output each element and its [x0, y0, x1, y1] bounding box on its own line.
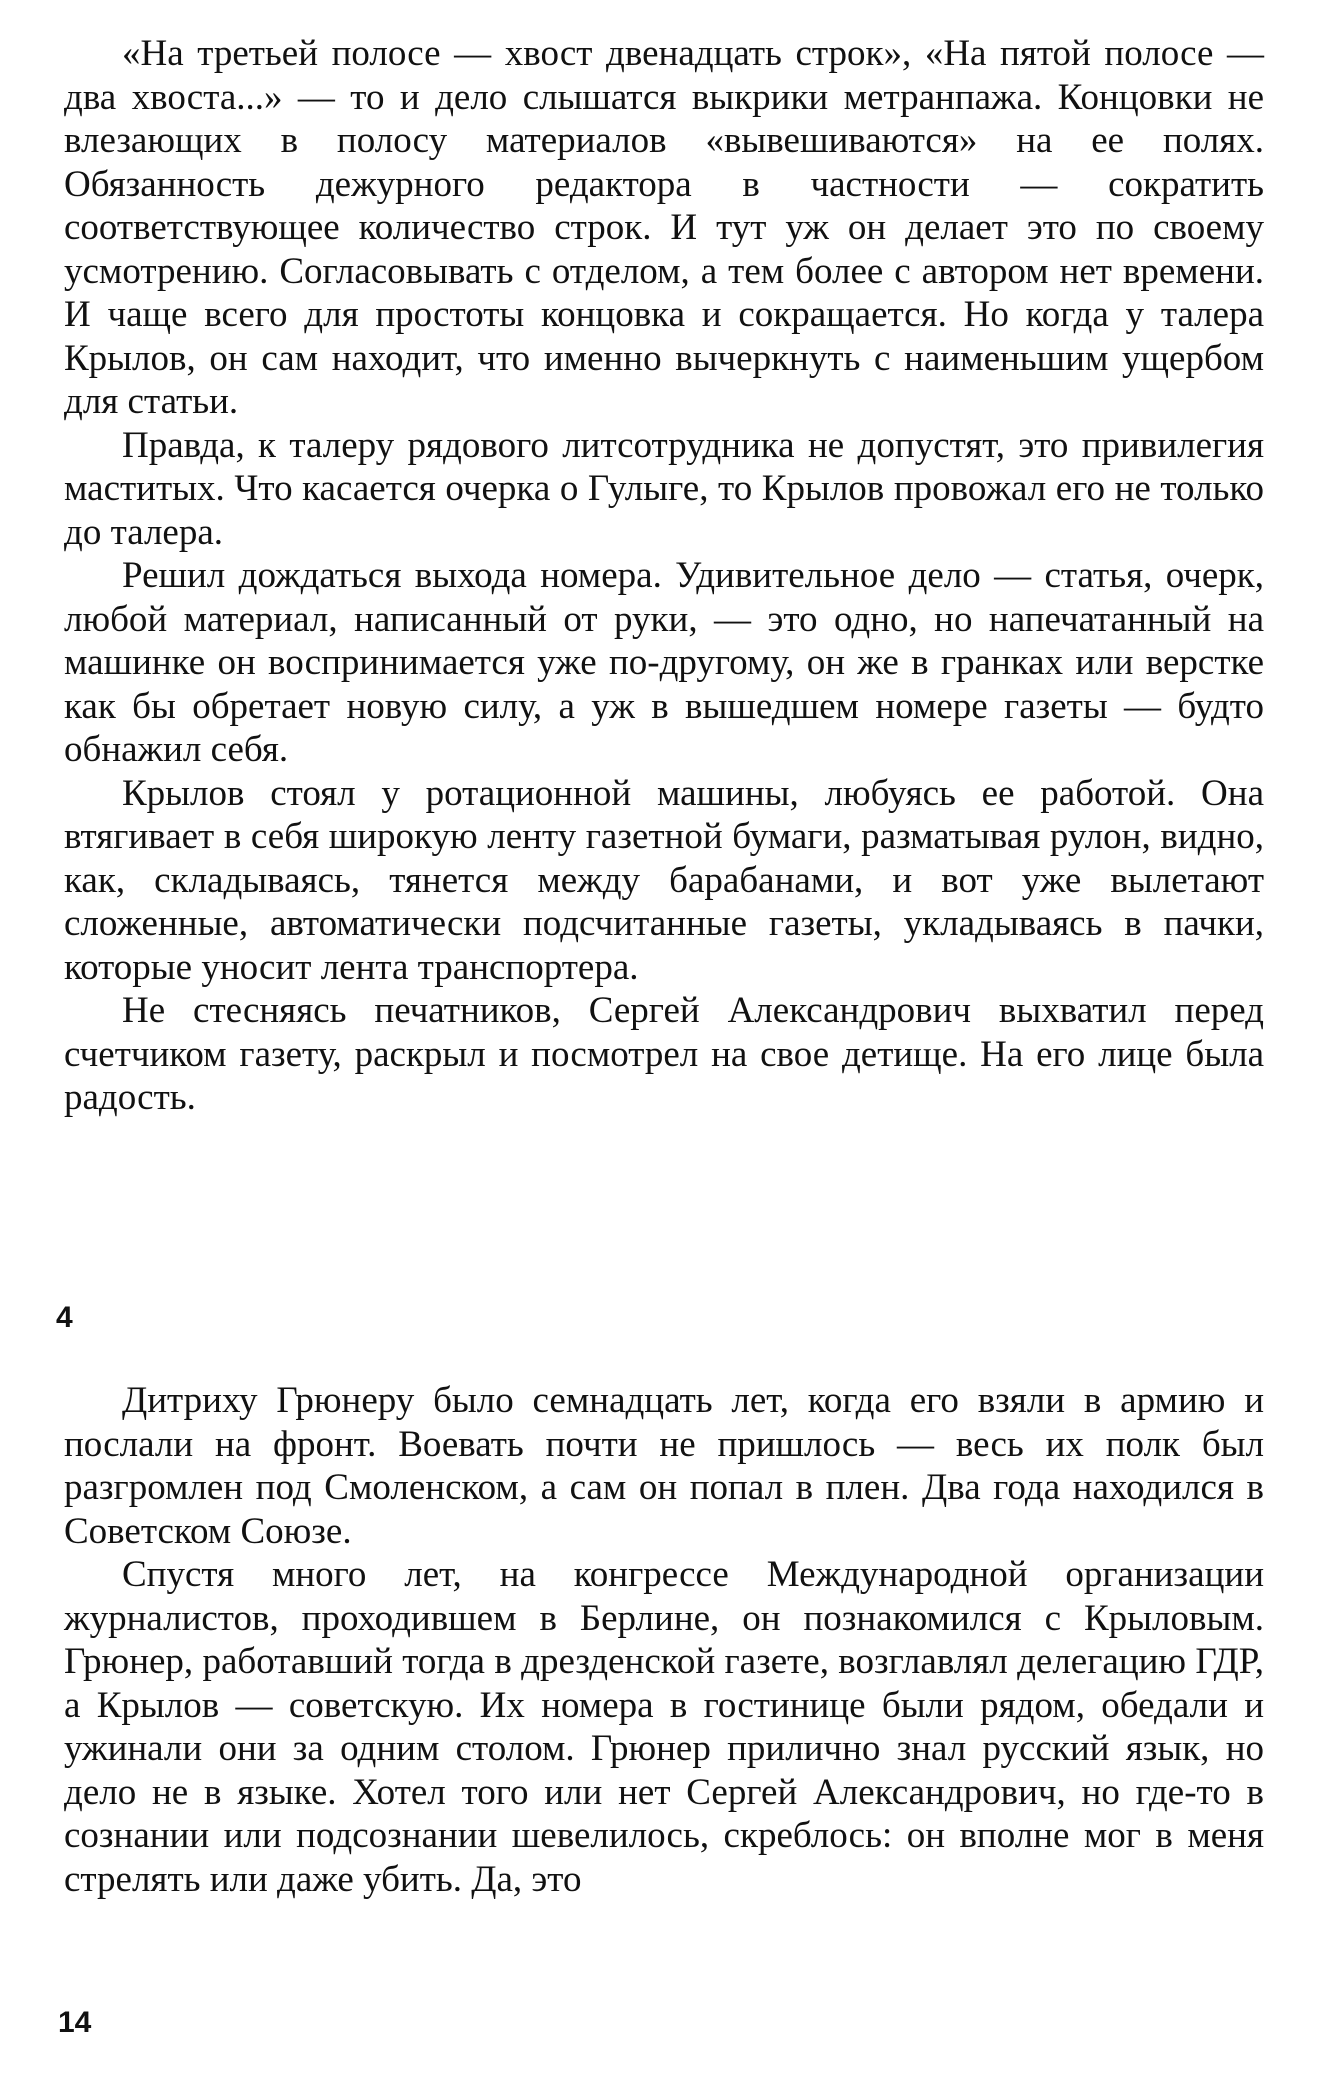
paragraph-privilege: Правда, к талеру рядового литсотрудника не допустят, это привилегия маститых. Что касается очерка о Гулыге, то Крылов провожал его не только до талера.	[64, 424, 1264, 553]
paragraph-congress: Спустя много лет, на конгрессе Международной организации журналистов, проходившем в Берлине, он познакомился с Крыловым. Грюнер, работавший тогда в дрезденской газете, возглавлял делегацию ГДР, а Крылов — советскую. Их номера в гостинице были рядом, обедали и ужинали они за одним столом. Грюнер прилично знал русский язык, но дело не в языке. Хотел того или нет Сергей Александрович, но где-то в сознании или подсознании шевелилось, скреблось: он вполне мог в меня стрелять или даже убить. Да, это	[64, 1554, 1264, 1900]
text-block-bottom	[64, 1379, 1264, 1901]
paragraph-joy: Не стесняясь печатников, Сергей Александрович выхватил перед счетчиком газету, раскрыл и посмотрел на свое детище. На его лице была радость.	[64, 990, 1264, 1118]
paragraph-rotary-press: Крылов стоял у ротационной машины, любуясь ее работой. Она втягивает в себя широкую ленту газетной бумаги, разматывая рулон, видно, как, складываясь, тянется между барабанами, и вот уже вылетают сложенные, автоматически подсчитанные газеты, укладываясь в пачки, которые уносит лента транспортера.	[64, 772, 1264, 988]
page-number: 14	[58, 2006, 92, 2039]
text-block-top	[64, 32, 1264, 1120]
paragraph-gruener-front: Дитриху Грюнеру было семнадцать лет, когда его взяли в армию и послали на фронт. Воевать почти не пришлось — весь их полк был разгромлен под Смоленском, а сам он попал в плен. Два года находился в Советском Союзе.	[64, 1380, 1264, 1552]
paragraph-page-markup: «На третьей полосе — хвост двенадцать строк», «На пятой полосе — два хвоста...» — то и дело слышатся выкрики метранпажа. Концовки не влезающих в полосу материалов «вывешиваются» на ее полях. Обязанность дежурного редактора в частности — сократить соответствующее количество строк. И тут уж он делает это по своему усмотрению. Согласовывать с отделом, а тем более с автором нет времени. И чаще всего для простоты концовка и сокращается. Но когда у талера Крылов, он сам находит, что именно вычеркнуть с наименьшим ущербом для статьи.	[64, 33, 1264, 422]
section-number: 4	[56, 1301, 73, 1334]
paragraph-waiting-issue: Решил дождаться выхода номера. Удивительное дело — статья, очерк, любой материал, написанный от руки, — это одно, но напечатанный на машинке он воспринимается уже по-другому, он же в гранках или верстке как бы обретает новую силу, а уж в вышедшем номере газеты — будто обнажил себя.	[64, 555, 1264, 770]
